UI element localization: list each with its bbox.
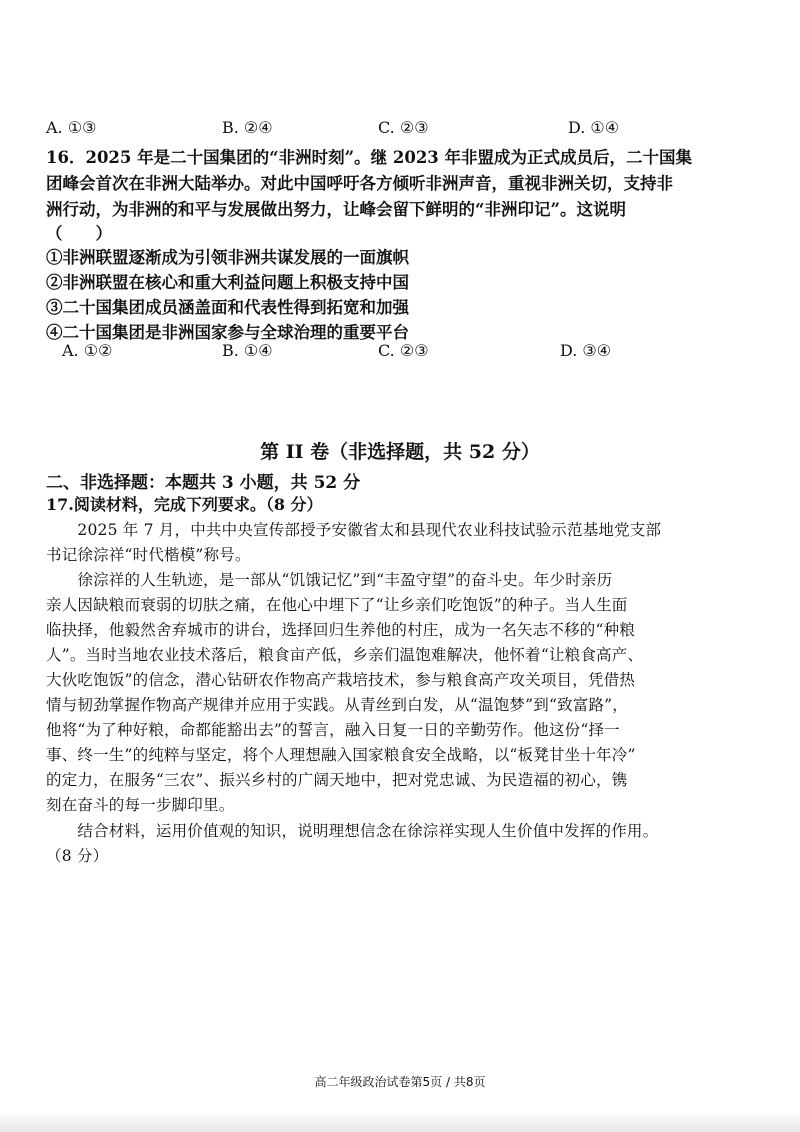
scan-shadow — [0, 1112, 800, 1132]
q16-statement-4: ④二十国集团是非洲国家参与全球治理的重要平台 — [46, 323, 409, 342]
q15-option-c: C. ②③ — [378, 118, 429, 137]
q16-option-c: C. ②③ — [378, 341, 429, 360]
q16-option-a: A. ①② — [62, 341, 113, 360]
q17-material-line-1: 2025 年 7 月，中共中央宣传部授予安徽省太和县现代农业科技试验示范基地党支部 — [46, 521, 662, 539]
q16-answer-blank: （ ） — [46, 224, 112, 243]
q17-material-line-9: 他将“为了种好粮，命都能豁出去”的誓言，融入日复一日的辛勤劳作。他这份“择一 — [46, 721, 620, 739]
q17-material-line-7: 大伙吃饱饭”的信念，潜心钻研农作物高产栽培技术，参与粮食高产攻关项目，凭借热 — [46, 671, 636, 689]
q16-statement-3: ③二十国集团成员涵盖面和代表性得到拓宽和加强 — [46, 298, 409, 317]
q16-stem-line-3: 洲行动，为非洲的和平与发展做出努力，让峰会留下鲜明的“非洲印记”。这说明 — [46, 200, 626, 219]
q17-material-line-3: 徐淙祥的人生轨迹，是一部从“饥饿记忆”到“丰盈守望”的奋斗史。年少时亲历 — [46, 571, 613, 589]
q17-material-line-5: 临抉择，他毅然舍弃城市的讲台，选择回归生养他的村庄，成为一名矢志不移的“种粮 — [46, 621, 636, 639]
q17-material-line-6: 人”。当时当地农业技术落后，粮食亩产低，乡亲们温饱难解决，他怀着“让粮食高产、 — [46, 646, 644, 664]
q17-material-line-2: 书记徐淙祥“时代楷模”称号。 — [46, 546, 251, 564]
q17-question-line-1: 结合材料，运用价值观的知识，说明理想信念在徐淙祥实现人生价值中发挥的作用。 — [46, 822, 659, 840]
q16-statement-1: ①非洲联盟逐渐成为引领非洲共谋发展的一面旗帜 — [46, 248, 409, 267]
q16-stem-line-2: 团峰会首次在非洲大陆举办。对此中国呼吁各方倾听非洲声音，重视非洲关切，支持非 — [46, 174, 673, 193]
q15-options — [46, 118, 766, 142]
q16-statement-2: ②非洲联盟在核心和重大利益问题上积极支持中国 — [46, 273, 409, 292]
q15-option-d: D. ①④ — [568, 118, 620, 137]
q16-options — [62, 341, 782, 365]
page-footer: 高二年级政治试卷第5页 / 共8页 — [314, 1075, 486, 1089]
q17-material-line-4: 亲人因缺粮而衰弱的切肤之痛，在他心中埋下了“让乡亲们吃饱饭”的种子。当人生面 — [46, 596, 628, 614]
q17-material-line-10: 事、终一生”的纯粹与坚定，将个人理想融入国家粮食安全战略，以“板凳甘坐十年冷” — [46, 746, 636, 764]
q17-material-line-11: 的定力，在服务“三农”、振兴乡村的广阔天地中，把对党忠诚、为民造福的初心，镌 — [46, 771, 628, 789]
q16-option-d: D. ③④ — [560, 341, 612, 360]
q17-title: 17.阅读材料，完成下列要求。（8 分） — [46, 495, 323, 514]
section-title: 第 II 卷（非选择题，共 52 分） — [260, 441, 540, 463]
q16-stem-line-1: 16．2025 年是二十国集团的“非洲时刻”。继 2023 年非盟成为正式成员后，二十国集 — [46, 148, 693, 167]
q17-question-line-2: （8 分） — [46, 847, 109, 865]
q15-option-b: B. ②④ — [222, 118, 273, 137]
q17-material-line-12: 刻在奋斗的每一步脚印里。 — [46, 796, 235, 814]
q16-option-b: B. ①④ — [222, 341, 273, 360]
q15-option-a: A. ①③ — [46, 118, 97, 137]
part-title: 二、非选择题：本题共 3 小题，共 52 分 — [46, 473, 361, 493]
q17-material-line-8: 情与韧劲掌握作物高产规律并应用于实践。从青丝到白发，从“温饱梦”到“致富路”， — [46, 696, 628, 714]
